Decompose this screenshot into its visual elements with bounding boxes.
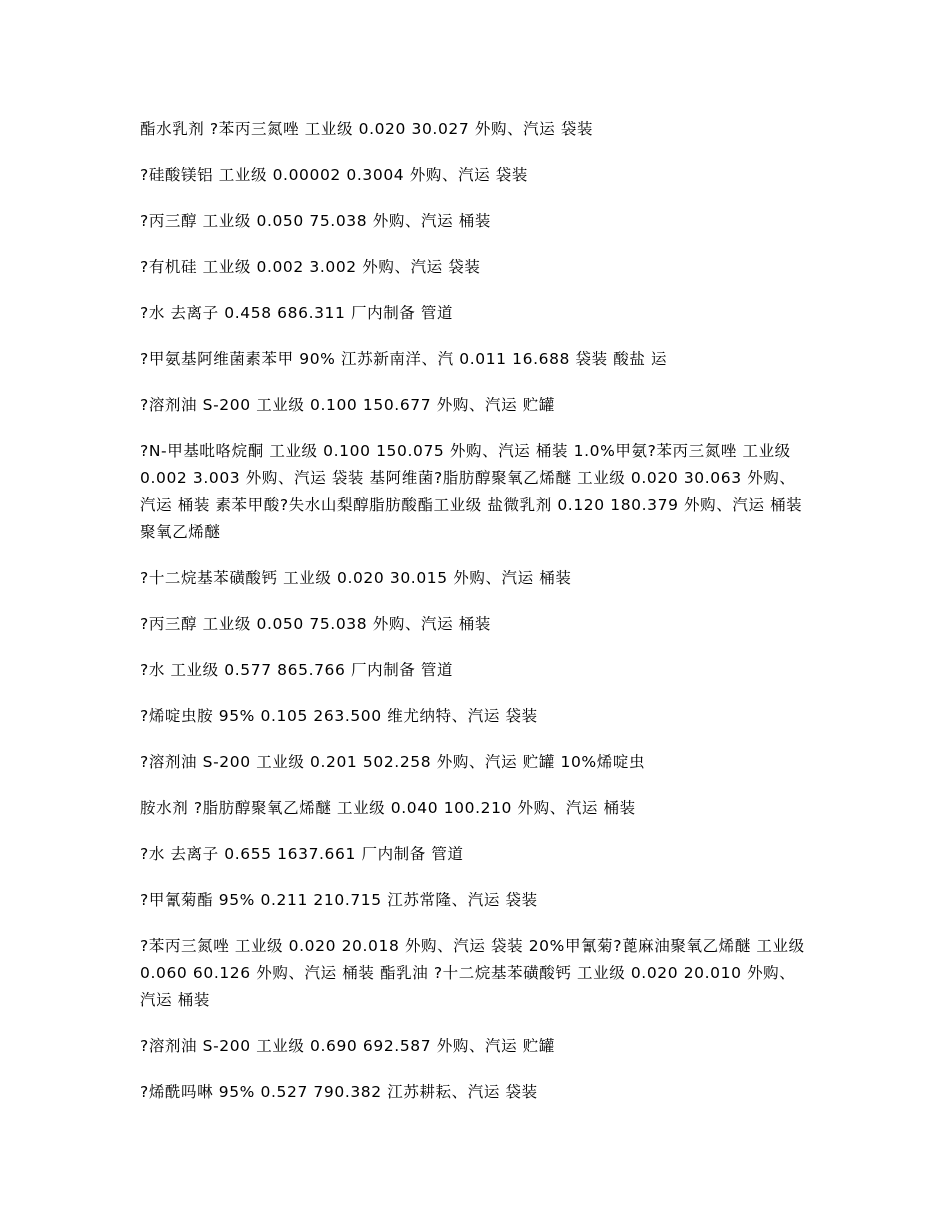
text-paragraph: ?苯丙三氮唑 工业级 0.020 20.018 外购、汽运 袋装 20%甲氰菊?蓖麻油聚氧乙烯醚 工业级 0.060 60.126 外购、汽运 桶装 酯乳油 ?十二烷基苯磺酸钙 工业级 0.020 20.010 外购、汽运 桶装 (140, 937, 805, 1009)
text-line: ?溶剂油 S-200 工业级 0.100 150.677 外购、汽运 贮罐 (140, 396, 555, 414)
text-line: ?溶剂油 S-200 工业级 0.690 692.587 外购、汽运 贮罐 (140, 1037, 555, 1055)
text-line: ?有机硅 工业级 0.002 3.002 外购、汽运 袋装 (140, 258, 481, 276)
text-line: 酯水乳剂 ?苯丙三氮唑 工业级 0.020 30.027 外购、汽运 袋装 (140, 120, 594, 138)
text-line: ?丙三醇 工业级 0.050 75.038 外购、汽运 桶装 (140, 615, 491, 633)
text-line: ?烯酰吗啉 95% 0.527 790.382 江苏耕耘、汽运 袋装 (140, 1083, 538, 1101)
text-line: ?水 去离子 0.655 1637.661 厂内制备 管道 (140, 845, 464, 863)
text-line: ?烯啶虫胺 95% 0.105 263.500 维尤纳特、汽运 袋装 (140, 707, 538, 725)
text-line: ?甲氨基阿维菌素苯甲 90% 江苏新南洋、汽 0.011 16.688 袋装 酸盐 运 (140, 350, 668, 368)
text-line: ?丙三醇 工业级 0.050 75.038 外购、汽运 桶装 (140, 212, 491, 230)
text-line: ?溶剂油 S-200 工业级 0.201 502.258 外购、汽运 贮罐 10%烯啶虫 (140, 753, 646, 771)
text-paragraph: ?N-甲基吡咯烷酮 工业级 0.100 150.075 外购、汽运 桶装 1.0%甲氨?苯丙三氮唑 工业级 0.002 3.003 外购、汽运 袋装 基阿维菌?脂肪醇聚氧乙烯醚 工业级 0.020 30.063 外购、汽运 桶装 素苯甲酸?失水山梨醇脂肪酸酯工业级 盐微乳剂 0.120 180.379 外购、汽运 桶装 聚氧乙烯醚 (140, 442, 803, 541)
text-line: ?硅酸镁铝 工业级 0.00002 0.3004 外购、汽运 袋装 (140, 166, 528, 184)
text-line: ?甲氰菊酯 95% 0.211 210.715 江苏常隆、汽运 袋装 (140, 891, 538, 909)
document-body (140, 116, 810, 1125)
text-line: 胺水剂 ?脂肪醇聚氧乙烯醚 工业级 0.040 100.210 外购、汽运 桶装 (140, 799, 636, 817)
text-line: ?十二烷基苯磺酸钙 工业级 0.020 30.015 外购、汽运 桶装 (140, 569, 572, 587)
text-line: ?水 工业级 0.577 865.766 厂内制备 管道 (140, 661, 454, 679)
text-line: ?水 去离子 0.458 686.311 厂内制备 管道 (140, 304, 454, 322)
